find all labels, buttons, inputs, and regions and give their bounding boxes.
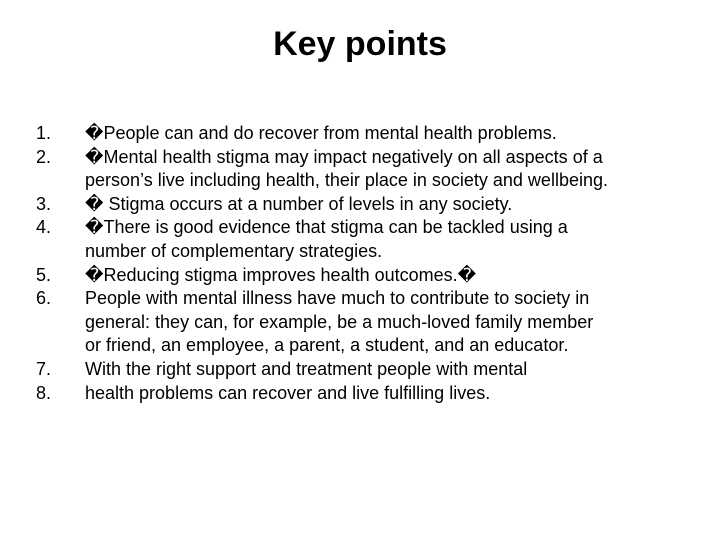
list-item	[36, 287, 686, 358]
item-number: 8.	[36, 382, 52, 403]
item-number: 1.	[36, 123, 52, 143]
item-text: �People can and do recover from mental health problems.	[85, 123, 557, 143]
item-text: �There is good evidence that stigma can be tackled using a number of complementary strategies.	[85, 217, 568, 261]
item-number: 4.	[36, 217, 52, 238]
item-text: �Mental health stigma may impact negatively on all aspects of a person’s live including health, their place in society and wellbeing.	[85, 146, 608, 191]
item-text: �Reducing stigma improves health outcomes.�	[85, 264, 477, 285]
item-number: 2.	[36, 146, 52, 167]
list-item	[36, 193, 686, 217]
item-number: 5.	[36, 264, 52, 285]
item-number: 7.	[36, 358, 52, 379]
list-item	[36, 264, 686, 288]
item-number: 6.	[36, 288, 52, 309]
item-text: health problems can recover and live fulfilling lives.	[85, 382, 491, 403]
slide-title: Key points	[273, 25, 447, 63]
list-item	[36, 122, 686, 146]
list-item	[36, 358, 686, 382]
item-text: � Stigma occurs at a number of levels in any society.	[85, 193, 513, 214]
list-item	[36, 146, 686, 193]
item-text: People with mental illness have much to contribute to society in general: they can, for example, be a much-loved family member or friend, an employee, a parent, a student, and an educator.	[85, 288, 594, 356]
key-points-list	[36, 122, 686, 405]
list-item	[36, 382, 686, 406]
list-item	[36, 216, 686, 263]
item-number: 3.	[36, 193, 52, 214]
item-text: With the right support and treatment people with mental	[85, 358, 528, 379]
